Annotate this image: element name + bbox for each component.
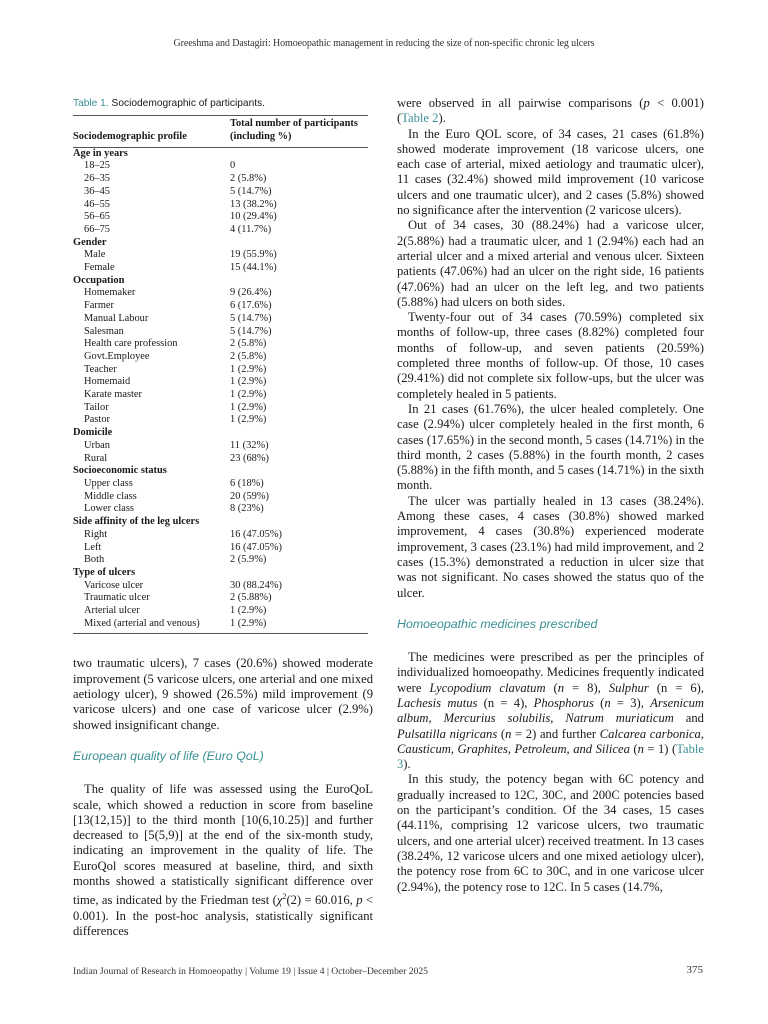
row-label: Urban <box>84 439 110 451</box>
row-value: 1 (2.9%) <box>230 401 267 413</box>
row-label: Pastor <box>84 414 110 426</box>
table-row <box>73 160 368 173</box>
table-row <box>73 414 368 427</box>
row-label: Manual Labour <box>84 312 149 324</box>
row-label: 66–75 <box>84 223 110 235</box>
category-label: Domicile <box>73 427 113 439</box>
table-row <box>73 173 368 186</box>
row-value: 6 (18%) <box>230 477 264 489</box>
table-row <box>73 491 368 504</box>
row-label: Lower class <box>84 503 134 515</box>
row-label: 46–55 <box>84 198 110 210</box>
table-row <box>73 453 368 466</box>
row-value: 9 (26.4%) <box>230 287 272 299</box>
row-value: 1 (2.9%) <box>230 617 267 629</box>
row-value: 1 (2.9%) <box>230 414 267 426</box>
row-label: Salesman <box>84 325 124 337</box>
table-row <box>73 389 368 402</box>
table-row <box>73 402 368 415</box>
row-label: Varicose ulcer <box>84 579 144 591</box>
row-label: Homemaker <box>84 287 136 299</box>
row-value: 23 (68%) <box>230 452 269 464</box>
sociodemographic-table <box>73 115 368 634</box>
table-row <box>73 529 368 542</box>
row-value: 1 (2.9%) <box>230 376 267 388</box>
table-row <box>73 376 368 389</box>
table-body <box>73 147 368 634</box>
row-label: Middle class <box>84 490 137 502</box>
row-label: Traumatic ulcer <box>84 592 150 604</box>
table-label: Table 1. <box>73 98 109 109</box>
row-label: Left <box>84 541 102 553</box>
table-caption <box>73 96 373 111</box>
row-label: Govt.Employee <box>84 350 150 362</box>
table-row <box>73 199 368 212</box>
row-label: Rural <box>84 452 108 464</box>
table-row <box>73 262 368 275</box>
paragraph-pairwise: were observed in all pairwise comparisons (p < 0.001) (Table 2). <box>397 96 704 126</box>
row-label: Arterial ulcer <box>84 605 140 617</box>
row-label: Both <box>84 554 105 566</box>
category-label: Side affinity of the leg ulcers <box>73 516 200 528</box>
row-value: 13 (38.2%) <box>230 198 277 210</box>
table-row <box>73 478 368 491</box>
paragraph-medicines: The medicines were prescribed as per the principles of individualized homoeopathy. Medicines frequently indicated were Lycopodium clavatum (n = 8), Sulphur (n = 6), Lachesis mutus (n = 4), Phosphorus (n = 3), Arsenicum album, Mercurius solubilis, Natrum muriaticum and Pulsatilla nigricans (n = 2) and further Calcarea carbonica, Causticum, Graphites, Petroleum, and Silicea (n = 1) (Table 3). <box>397 650 705 772</box>
table-category-row <box>73 465 368 478</box>
table-row <box>73 326 368 339</box>
row-label: 36–45 <box>84 185 110 197</box>
paragraph-complete-healing: In 21 cases (61.76%), the ulcer healed completely. One case (2.94%) ulcer completely healed in the first month, 6 cases (17.65%) in the second month, 5 cases (14.71%) in the third month, 2 cases (5.88%) in the fourth month, 2 cases (5.88%) in the fifth month, and 5 cases (14.71%) in the sixth month. <box>397 401 704 493</box>
row-label: 26–35 <box>84 173 110 185</box>
row-label: Farmer <box>84 300 115 312</box>
table-row <box>73 440 368 453</box>
row-label: Mixed (arterial and venous) <box>84 617 200 629</box>
table-3-link[interactable]: Table 3 <box>397 741 704 772</box>
row-value: 5 (14.7%) <box>230 185 272 197</box>
running-head: Greeshma and Dastagiri: Homoeopathic management in reducing the size of non-specific chronic leg ulcers <box>173 38 595 49</box>
table-1 <box>73 96 373 634</box>
table-row <box>73 580 368 593</box>
section-heading-euroqol: European quality of life (Euro QoL) <box>73 748 264 763</box>
table-row <box>73 338 368 351</box>
table-row <box>73 542 368 555</box>
table-row <box>73 554 368 567</box>
paragraph-potency: In this study, the potency began with 6C potency and gradually increased to 12C, 30C, and 200C potencies based on the participant’s condition. Of the 34 cases, 15 cases (44.11%, comprising 12 varicose ulcers, two traumatic ulcers, and one arterial ulcer) received treatment. In 13 cases (38.24%, 12 varicose ulcers and one mixed aetiology ulcer), the potency rose from 6C to 30C, and in one varicose ulcer (2.94%), the potency rose to 12C. In 5 cases (14.7%, <box>397 772 704 894</box>
paragraph-improvement-continued: two traumatic ulcers), 7 cases (20.6%) showed moderate improvement (5 varicose ulcers, one arterial and one mixed aetiology ulcer), 9 showed (26.5%) mild improvement (9 varicose ulcers) and one case of varicose ulcer (2.9%) showed insignificant change. <box>73 656 373 732</box>
paragraph-euroqol: The quality of life was assessed using the EuroQoL scale, which showed a reduction in score from baseline [13(12,15)] to the third month [10(6,10.25)] and further decreased to [5(5,9)] at the end of the six-month study, indicating an improvement in the quality of life. The EuroQol scores measured at baseline, third, and sixth months showed a statistically significant difference over time, as indicated by the Friedman test ($\chi^2(2) = 60.016$, p < 0.001). In the post-hoc analysis, statistically significant differences <box>73 782 373 939</box>
table-row <box>73 224 368 237</box>
paragraph-follow-up: Twenty-four out of 34 cases (70.59%) completed six months of follow-up, three cases (8.82%) completed four months of follow-up, and seven patients (20.59%) completed three months of follow-up. Of those, 10 cases (29.41%) did not complete six follow-ups, but the ulcer was completely healed in 5 patients. <box>397 310 704 401</box>
table-row <box>73 351 368 364</box>
table-category-row <box>73 147 368 160</box>
category-label: Socioeconomic status <box>73 465 167 477</box>
category-label: Occupation <box>73 274 125 286</box>
right-column <box>397 96 704 895</box>
paragraph-ulcer-types: Out of 34 cases, 30 (88.24%) had a varicose ulcer, 2(5.88%) had a traumatic ulcer, and 1 (2.94%) each had an arterial ulcer and a mixed arterial and venous ulcer. Sixteen patients (47.06%) had an ulcer on the right side, 16 patients (47.06%) had an ulcer on the left leg, and two patients (5.88%) had ulcers on both sides. <box>397 218 704 309</box>
row-label: Female <box>84 262 115 274</box>
row-value: 2 (5.88%) <box>230 592 272 604</box>
table-row <box>73 287 368 300</box>
row-label: Homemaid <box>84 376 131 388</box>
row-value: 2 (5.9%) <box>230 554 267 566</box>
left-column <box>73 96 373 939</box>
row-label: Tailor <box>84 401 109 413</box>
row-label: Right <box>84 528 108 540</box>
row-label: 18–25 <box>84 160 110 172</box>
row-value: 2 (5.8%) <box>230 338 267 350</box>
row-label: Teacher <box>84 363 117 375</box>
table-row <box>73 592 368 605</box>
table-header-row <box>73 116 368 147</box>
page-number: 375 <box>686 964 703 976</box>
table-caption-text: Sociodemographic of participants. <box>111 98 265 109</box>
row-value: 16 (47.05%) <box>230 541 282 553</box>
column-header-total: Total number of participants (including %) <box>230 116 368 147</box>
row-value: 8 (23%) <box>230 503 264 515</box>
category-label: Gender <box>73 236 107 248</box>
row-value: 4 (11.7%) <box>230 223 272 235</box>
paragraph-euroqol-score: In the Euro QOL score, of 34 cases, 21 cases (61.8%) showed moderate improvement (18 varicose ulcers, one each case of arterial, mixed aetiology and traumatic ulcer), 11 cases (32.4%) showed mild improvement (10 varicose ulcers and one traumatic ulcer), and 2 cases (5.8%) showed no significance after the intervention (2 varicose ulcers). <box>397 126 704 218</box>
row-value: 16 (47.05%) <box>230 528 282 540</box>
row-value: 5 (14.7%) <box>230 325 272 337</box>
row-value: 6 (17.6%) <box>230 300 272 312</box>
row-value: 1 (2.9%) <box>230 363 267 375</box>
row-value: 15 (44.1%) <box>230 262 277 274</box>
table-row <box>73 249 368 262</box>
section-heading-medicines: Homoeopathic medicines prescribed <box>397 616 598 631</box>
row-label: Male <box>84 249 106 261</box>
row-value: 19 (55.9%) <box>230 249 277 261</box>
row-value: 0 <box>230 160 236 172</box>
page-footer <box>73 966 703 977</box>
journal-citation: Indian Journal of Research in Homoeopathy | Volume 19 | Issue 4 | October–December 2025 <box>73 966 428 977</box>
column-header-profile: Sociodemographic profile <box>73 116 230 147</box>
row-value: 20 (59%) <box>230 490 269 502</box>
row-value: 2 (5.8%) <box>230 173 267 185</box>
table-row <box>73 618 368 634</box>
row-value: 10 (29.4%) <box>230 211 277 223</box>
table-row <box>73 300 368 313</box>
row-value: 11 (32%) <box>230 439 269 451</box>
table-row <box>73 605 368 618</box>
table-category-row <box>73 237 368 250</box>
table-category-row <box>73 275 368 288</box>
table-row <box>73 503 368 516</box>
row-label: Upper class <box>84 477 133 489</box>
row-value: 1 (2.9%) <box>230 605 267 617</box>
row-label: Karate master <box>84 389 142 401</box>
row-value: 30 (88.24%) <box>230 579 282 591</box>
row-value: 5 (14.7%) <box>230 312 272 324</box>
row-value: 1 (2.9%) <box>230 389 267 401</box>
table-row <box>73 364 368 377</box>
row-value: 2 (5.8%) <box>230 350 267 362</box>
table-category-row <box>73 427 368 440</box>
table-row <box>73 211 368 224</box>
category-label: Age in years <box>73 147 128 159</box>
table-category-row <box>73 567 368 580</box>
table-row <box>73 313 368 326</box>
table-row <box>73 186 368 199</box>
paragraph-partial-healing: The ulcer was partially healed in 13 cases (38.24%). Among these cases, 4 cases (30.8%) showed marked improvement, 4 cases (30.8%) experienced moderate improvement, 3 cases (23.1%) had mild improvement, and 2 cases (15.3%) demonstrated a reduction in ulcer size that was not significant. No cases showed the status quo of the ulcer. <box>397 493 704 600</box>
table-category-row <box>73 516 368 529</box>
table-bottom-rule <box>73 634 368 635</box>
category-label: Type of ulcers <box>73 566 136 578</box>
row-label: 56–65 <box>84 211 110 223</box>
table-2-link[interactable]: Table 2 <box>401 111 439 126</box>
row-label: Health care profession <box>84 338 178 350</box>
